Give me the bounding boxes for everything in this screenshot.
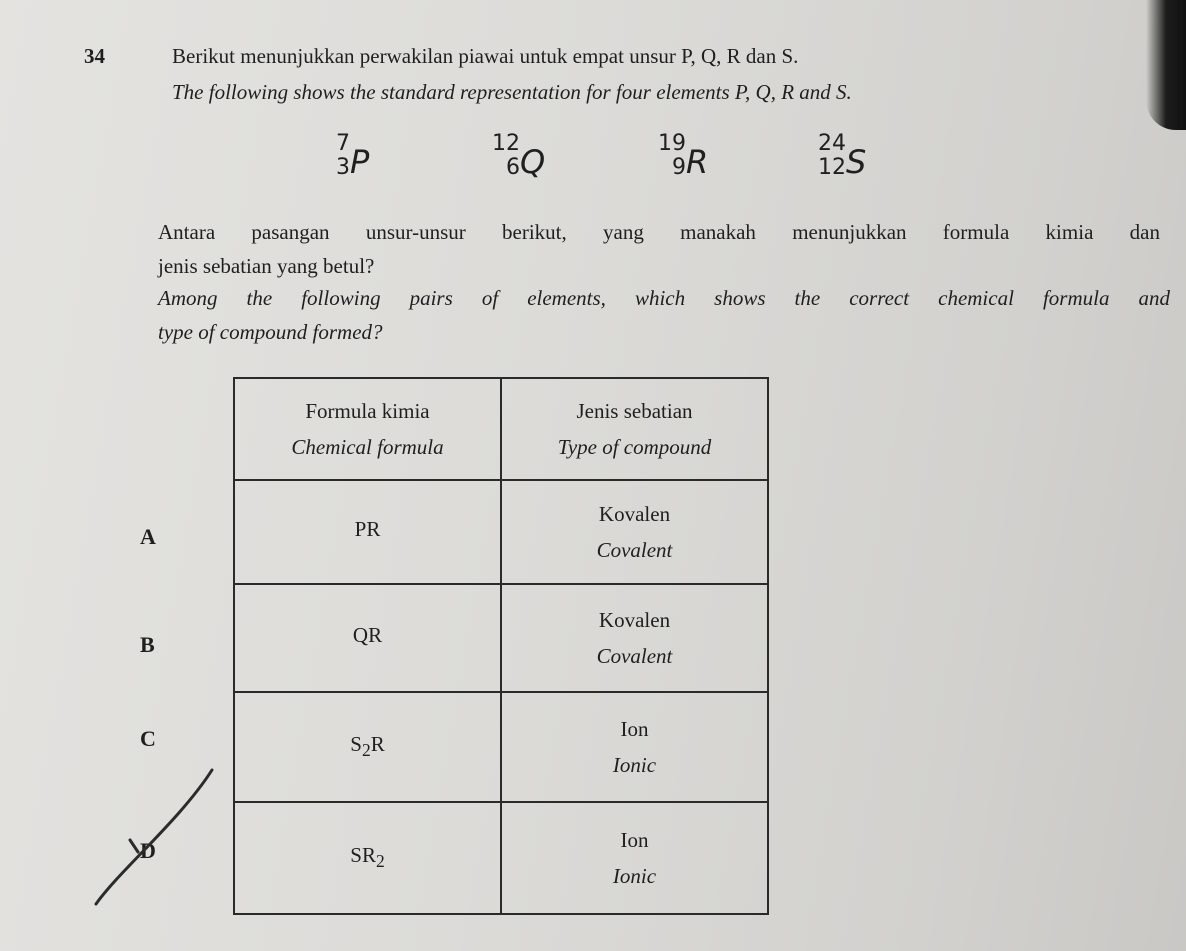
intro-english: The following shows the standard representation for four elements P, Q, R and S.	[172, 80, 852, 104]
element-p	[304, 132, 384, 192]
element-symbol: P	[350, 143, 370, 181]
type-malay: Kovalen	[598, 502, 671, 526]
proton-number: 12	[818, 155, 846, 180]
prompt-malay-line2: jenis sebatian yang betul?	[158, 254, 375, 278]
option-a-label[interactable]: A	[140, 524, 156, 549]
mass-number: 24	[818, 131, 846, 156]
element-q	[474, 132, 554, 192]
formula-text: SR	[350, 843, 376, 868]
mass-number: 19	[658, 131, 686, 156]
formula-header	[234, 378, 501, 480]
formula-header-malay: Formula kimia	[305, 399, 430, 423]
formula-cell	[234, 584, 501, 692]
element-symbol: Q	[520, 143, 546, 181]
mass-number: 7	[336, 131, 350, 156]
formula-cell	[234, 802, 501, 914]
formula-subscript: 2	[361, 740, 371, 761]
formula-subscript: 2	[375, 851, 385, 872]
type-malay: Ion	[620, 828, 649, 852]
type-malay: Kovalen	[598, 608, 671, 632]
element-r	[640, 132, 720, 192]
intro-malay: Berikut menunjukkan perwakilan piawai untuk empat unsur P, Q, R dan S.	[172, 44, 799, 68]
type-header-english: Type of compound	[557, 435, 712, 459]
option-c-row[interactable]	[234, 692, 768, 802]
formula-text: PR	[354, 517, 381, 542]
formula-text: S	[350, 732, 362, 757]
element-symbol: S	[846, 143, 867, 181]
formula-text: QR	[352, 623, 383, 648]
type-cell	[501, 584, 768, 692]
option-a-row[interactable]	[234, 480, 768, 584]
formula-header-english: Chemical formula	[291, 435, 444, 459]
proton-number: 6	[506, 155, 520, 180]
pen-shadow	[1146, 0, 1186, 130]
formula-tail: R	[370, 732, 385, 757]
prompt-malay-line1: Antara pasangan unsur-unsur berikut, yang manakah menunjukkan formula kimia dan	[158, 220, 1160, 244]
option-b-label[interactable]: B	[140, 632, 155, 657]
type-english: Ionic	[612, 753, 657, 777]
option-d-row[interactable]	[234, 802, 768, 914]
element-s	[800, 132, 880, 192]
answer-table	[233, 377, 769, 915]
type-english: Covalent	[596, 538, 673, 562]
option-d-label[interactable]: D	[140, 838, 156, 863]
type-malay: Ion	[620, 717, 649, 741]
pencil-mark	[80, 760, 220, 920]
formula-cell	[234, 692, 501, 802]
formula-cell	[234, 480, 501, 584]
proton-number: 9	[672, 155, 686, 180]
option-c-label[interactable]: C	[140, 726, 156, 751]
mass-number: 12	[492, 131, 520, 156]
prompt-english-line2: type of compound formed?	[158, 320, 383, 344]
type-cell	[501, 802, 768, 914]
question-number: 34	[84, 44, 105, 68]
option-b-row[interactable]	[234, 584, 768, 692]
type-cell	[501, 480, 768, 584]
type-header	[501, 378, 768, 480]
type-cell	[501, 692, 768, 802]
type-english: Ionic	[612, 864, 657, 888]
element-symbol: R	[686, 143, 709, 181]
prompt-english-line1: Among the following pairs of elements, which shows the correct chemical formula and	[158, 286, 1170, 310]
type-english: Covalent	[596, 644, 673, 668]
proton-number: 3	[336, 155, 350, 180]
type-header-malay: Jenis sebatian	[576, 399, 693, 423]
